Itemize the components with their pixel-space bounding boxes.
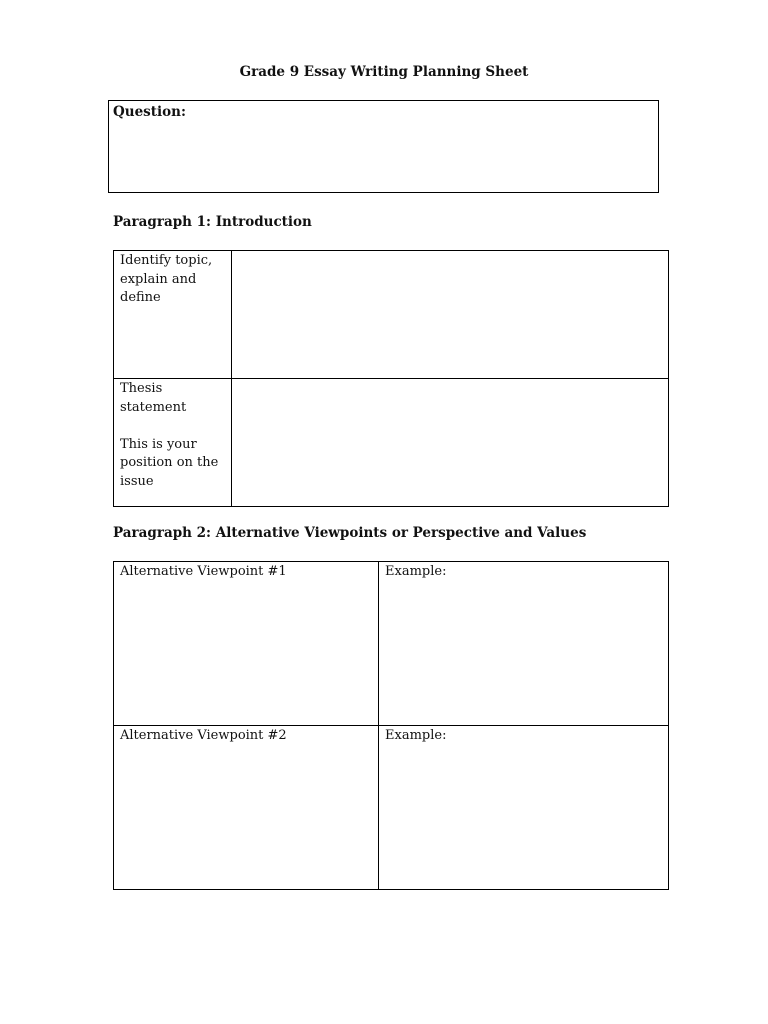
table-row <box>114 379 669 507</box>
identify-topic-label-line: explain and <box>120 271 197 287</box>
alternative-viewpoint-1-label: Alternative Viewpoint #1 <box>120 564 287 579</box>
thesis-label-line: position on the <box>120 455 219 470</box>
table-row <box>114 726 669 890</box>
identify-topic-answer-cell[interactable] <box>232 251 669 379</box>
identify-topic-label-line: Identify topic, <box>120 253 213 268</box>
thesis-statement-answer-cell[interactable] <box>232 379 669 507</box>
alternative-viewpoints-table <box>113 561 669 890</box>
example-2-label: Example: <box>385 728 447 743</box>
thesis-label-line: issue <box>120 473 154 489</box>
page-title: Grade 9 Essay Writing Planning Sheet <box>239 64 529 80</box>
paragraph-1-heading: Paragraph 1: Introduction <box>113 214 312 230</box>
question-label: Question: <box>113 104 186 120</box>
introduction-table <box>113 250 669 507</box>
thesis-statement-label-cell <box>114 379 232 507</box>
example-1-cell[interactable] <box>379 562 669 726</box>
example-2-cell[interactable] <box>379 726 669 890</box>
thesis-label-spacer <box>120 417 225 436</box>
identify-topic-label-line: define <box>120 290 161 305</box>
alternative-viewpoint-1-cell[interactable] <box>114 562 379 726</box>
thesis-label-line: Thesis statement <box>120 381 187 415</box>
table-row <box>114 251 669 379</box>
table-row <box>114 562 669 726</box>
thesis-label-line: This is your <box>120 436 197 452</box>
identify-topic-label-cell <box>114 251 232 379</box>
question-box[interactable] <box>108 100 659 193</box>
example-1-label: Example: <box>385 564 447 579</box>
alternative-viewpoint-2-cell[interactable] <box>114 726 379 890</box>
paragraph-2-heading: Paragraph 2: Alternative Viewpoints or Perspective and Values <box>113 525 587 541</box>
alternative-viewpoint-2-label: Alternative Viewpoint #2 <box>120 728 287 743</box>
